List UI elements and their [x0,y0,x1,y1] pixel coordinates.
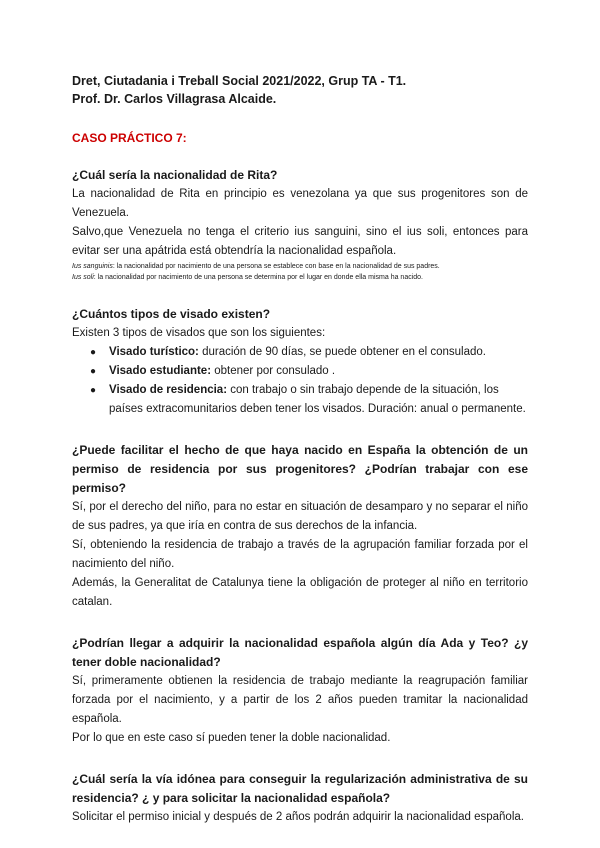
question-1: ¿Cuál sería la nacionalidad de Rita? [72,168,278,182]
answer-5-paragraph-1: Solicitar el permiso inicial y después de 2 años podrán adquirir la nacionalidad española. [72,811,524,823]
list-item [90,343,528,362]
note-text: : la nacionalidad por nacimiento de una persona se establece con base en la nacionalidad de sus padres. [112,263,440,270]
note-ius-sanguinis [72,261,528,272]
answer-1-paragraph-2: Salvo,que Venezuela no tenga el criterio ius sanguini, sino el ius soli, entonces para evitar ser una apátrida está obtendría la nacionalidad española. [72,226,528,257]
section-residence-permit [72,441,528,612]
answer-3-paragraph-2: Sí, obteniendo la residencia de trabajo a través de la agrupación familiar forzada por el nacimiento del niño. [72,539,528,570]
professor-name: Prof. Dr. Carlos Villagrasa Alcaide. [72,92,277,106]
bullet-icon: ● [90,385,97,396]
question-5: ¿Cuál sería la vía idónea para conseguir la regularización administrativa de su residencia? ¿ y para solicitar la nacionalidad española? [72,772,528,805]
case-title: CASO PRÁCTICO 7: [72,131,187,145]
answer-1-paragraph-1: La nacionalidad de Rita en principio es venezolana ya que sus progenitores son de Venezuela. [72,188,528,219]
list-item [90,362,528,381]
visa-label: Visado estudiante: [109,365,212,377]
list-item [90,381,528,419]
note-term: Ius soli [72,274,94,281]
section-visa-types [72,305,528,419]
visa-description: duración de 90 días, se puede obtener en el consulado. [198,346,486,358]
answer-4-paragraph-1: Sí, primeramente obtienen la residencia de trabajo mediante la reagrupación familiar forzada por el nacimiento, y a partir de los 2 años pueden tramitar la nacionalidad española. [72,675,528,725]
answer-2-intro: Existen 3 tipos de visados que son los siguientes: [72,327,326,339]
answer-3-paragraph-3: Además, la Generalitat de Catalunya tiene la obligación de proteger al niño en territorio catalan. [72,577,528,608]
visa-description: con trabajo o sin trabajo depende de la situación, los países extracomunitarios deben tener los visados. Duración: anual o permanente. [109,384,526,415]
answer-4-paragraph-2: Por lo que en este caso sí pueden tener la doble nacionalidad. [72,732,391,744]
visa-label: Visado de residencia: [109,384,228,396]
section-regularization [72,770,528,827]
course-title: Dret, Ciutadania i Treball Social 2021/2022, Grup TA - T1. [72,74,407,88]
note-text: : la nacionalidad por nacimiento de una persona se determina por el lugar en donde ella misma ha nacido. [93,274,424,281]
question-2: ¿Cuántos tipos de visado existen? [72,307,271,321]
visa-label: Visado turístico: [109,346,199,358]
section-nationality [72,166,528,283]
question-3: ¿Puede facilitar el hecho de que haya nacido en España la obtención de un permiso de residencia por sus progenitores? ¿Podrían trabajar con ese permiso? [72,443,528,495]
question-4: ¿Podrían llegar a adquirir la nacionalidad española algún día Ada y Teo? ¿y tener doble nacionalidad? [72,636,528,669]
visa-list [72,343,528,419]
bullet-icon: ● [90,347,97,358]
section-dual-nationality [72,634,528,748]
note-term: Ius sanguinis [72,263,113,270]
note-ius-soli [72,272,528,283]
visa-description: obtener por consulado . [211,365,336,377]
bullet-icon: ● [90,366,97,377]
answer-3-paragraph-1: Sí, por el derecho del niño, para no estar en situación de desamparo y no separar el niño de sus padres, ya que iría en contra de sus derechos de la infancia. [72,501,528,532]
